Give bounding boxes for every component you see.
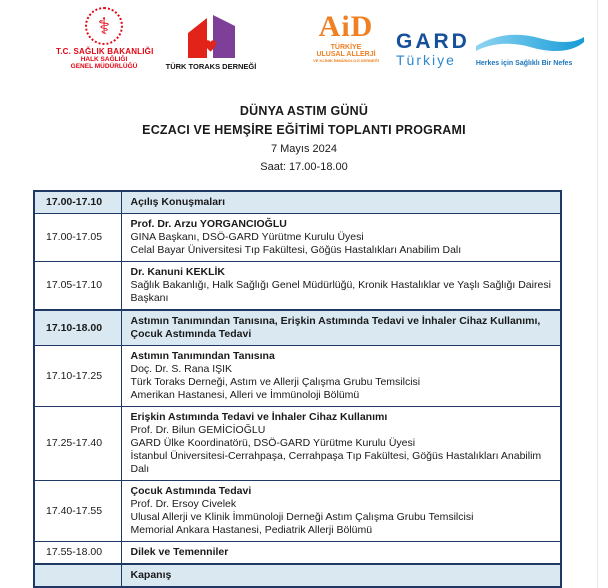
caduceus-icon: ⚕ bbox=[97, 12, 111, 39]
table-row bbox=[34, 214, 561, 262]
table-row bbox=[34, 346, 561, 407]
time-cell: 17.00-17.05 bbox=[34, 214, 121, 262]
table-row bbox=[34, 564, 561, 587]
description-line: Kapanış bbox=[130, 569, 172, 581]
description-line: Türk Toraks Derneği, Astım ve Allerji Çalışma Grubu Temsilcisi bbox=[130, 376, 421, 388]
page-edge-line bbox=[597, 0, 598, 588]
ministry-title: T.C. SAĞLIK BAKANLIĞI bbox=[56, 47, 154, 56]
description-line: GINA Başkanı, DSÖ-GARD Yürütme Kurulu Üyesi bbox=[130, 231, 364, 243]
gard-wave-icon bbox=[476, 31, 584, 59]
aid-dernegi-logo bbox=[303, 12, 389, 63]
ministry-subtitle-1: HALK SAĞLIĞI bbox=[80, 56, 128, 63]
toraks-lungs-icon bbox=[183, 14, 239, 60]
turk-toraks-dernegi-logo bbox=[163, 14, 259, 71]
table-row bbox=[34, 481, 561, 542]
table-row bbox=[34, 407, 561, 481]
description-cell bbox=[121, 481, 561, 542]
description-cell bbox=[121, 542, 561, 565]
time-cell bbox=[34, 564, 121, 587]
description-line: İstanbul Üniversitesi-Cerrahpaşa, Cerrahpaşa Tıp Fakültesi, Göğüs Hastalıkları Anabilim Dalı bbox=[130, 450, 542, 475]
aid-acronym-icon: AiD bbox=[318, 10, 374, 43]
description-cell bbox=[121, 346, 561, 407]
description-cell bbox=[121, 191, 561, 214]
description-line: Ulusal Allerji ve Klinik İmmünoloji Derneği Astım Çalışma Grubu Temsilcisi bbox=[130, 511, 474, 523]
event-date: 7 Mayıs 2024 bbox=[270, 143, 338, 155]
description-line: Prof. Dr. Ersoy Civelek bbox=[130, 498, 237, 510]
description-line: Doç. Dr. S. Rana IŞIK bbox=[130, 363, 233, 375]
description-line: Memorial Ankara Hastanesi, Pediatrik Allerji Bölümü bbox=[130, 524, 373, 536]
time-cell: 17.55-18.00 bbox=[34, 542, 121, 565]
description-line: Astımın Tanımından Tanısına, Erişkin Astımında Tedavi ve İnhaler Cihaz Kullanımı, Çocuk Astımında Tedavi bbox=[130, 315, 541, 340]
schedule-table bbox=[33, 190, 562, 588]
ministry-subtitle-2: GENEL MÜDÜRLÜĞÜ bbox=[70, 63, 138, 70]
description-cell bbox=[121, 214, 561, 262]
description-line: Celal Bayar Üniversitesi Tıp Fakültesi, Göğüs Hastalıkları Anabilim Dalı bbox=[130, 244, 462, 256]
table-row bbox=[34, 191, 561, 214]
time-cell: 17.10-17.25 bbox=[34, 346, 121, 407]
gard-wordmark bbox=[396, 31, 470, 68]
description-line: Dilek ve Temenniler bbox=[130, 546, 229, 558]
title-block bbox=[0, 102, 608, 176]
description-line: Prof. Dr. Arzu YORGANCIOĞLU bbox=[130, 218, 287, 230]
gard-slogan: Herkes için Sağlıklı Bir Nefes bbox=[475, 60, 573, 67]
gard-name: GARD bbox=[396, 29, 470, 53]
time-cell: 17.25-17.40 bbox=[34, 407, 121, 481]
description-cell bbox=[121, 310, 561, 346]
aid-line-3: VE KLİNİK İMMÜNOLOJİ DERNEĞİ bbox=[313, 58, 379, 63]
description-line: Dr. Kanuni KEKLİK bbox=[130, 266, 226, 278]
gard-region: Türkiye bbox=[396, 51, 456, 68]
table-row bbox=[34, 542, 561, 565]
gard-wave-block bbox=[476, 31, 584, 67]
event-time: Saat: 17.00-18.00 bbox=[260, 161, 348, 173]
aid-line-1: TÜRKİYE bbox=[330, 44, 362, 51]
time-cell: 17.05-17.10 bbox=[34, 262, 121, 311]
description-line: Astımın Tanımından Tanısına bbox=[130, 350, 275, 362]
table-row bbox=[34, 262, 561, 311]
description-cell bbox=[121, 564, 561, 587]
description-line: Açılış Konuşmaları bbox=[130, 196, 226, 208]
description-line: GARD Ülke Koordinatörü, DSÖ-GARD Yürütme Kurulu Üyesi bbox=[130, 437, 416, 449]
description-line: Prof. Dr. Bilun GEMİCİOĞLU bbox=[130, 424, 266, 436]
description-line: Çocuk Astımında Tedavi bbox=[130, 485, 252, 497]
description-line: Sağlık Bakanlığı, Halk Sağlığı Genel Müdürlüğü, Kronik Hastalıklar ve Yaşlı Sağlığı Dairesi Başkanı bbox=[130, 279, 551, 304]
table-row bbox=[34, 310, 561, 346]
description-line: Amerikan Hastanesi, Alleri ve İmmünoloji Bölümü bbox=[130, 389, 360, 401]
schedule-table-body bbox=[34, 191, 561, 587]
time-cell: 17.00-17.10 bbox=[34, 191, 121, 214]
description-cell bbox=[121, 407, 561, 481]
description-line: Erişkin Astımında Tedavi ve İnhaler Cihaz Kullanımı bbox=[130, 411, 388, 423]
time-cell: 17.40-17.55 bbox=[34, 481, 121, 542]
saglik-bakanligi-logo bbox=[56, 7, 152, 70]
ministry-emblem-icon bbox=[85, 7, 123, 45]
page-subtitle: ECZACI VE HEMŞİRE EĞİTİMİ TOPLANTI PROGRAMI bbox=[142, 123, 466, 137]
time-cell: 17.10-18.00 bbox=[34, 310, 121, 346]
description-cell bbox=[121, 262, 561, 311]
aid-line-2: ULUSAL ALLERJİ bbox=[316, 51, 376, 58]
logo-bar bbox=[0, 0, 608, 92]
page-title: DÜNYA ASTIM GÜNÜ bbox=[239, 104, 369, 118]
toraks-label: TÜRK TORAKS DERNEĞİ bbox=[165, 62, 257, 71]
gard-turkiye-logo bbox=[396, 27, 582, 71]
